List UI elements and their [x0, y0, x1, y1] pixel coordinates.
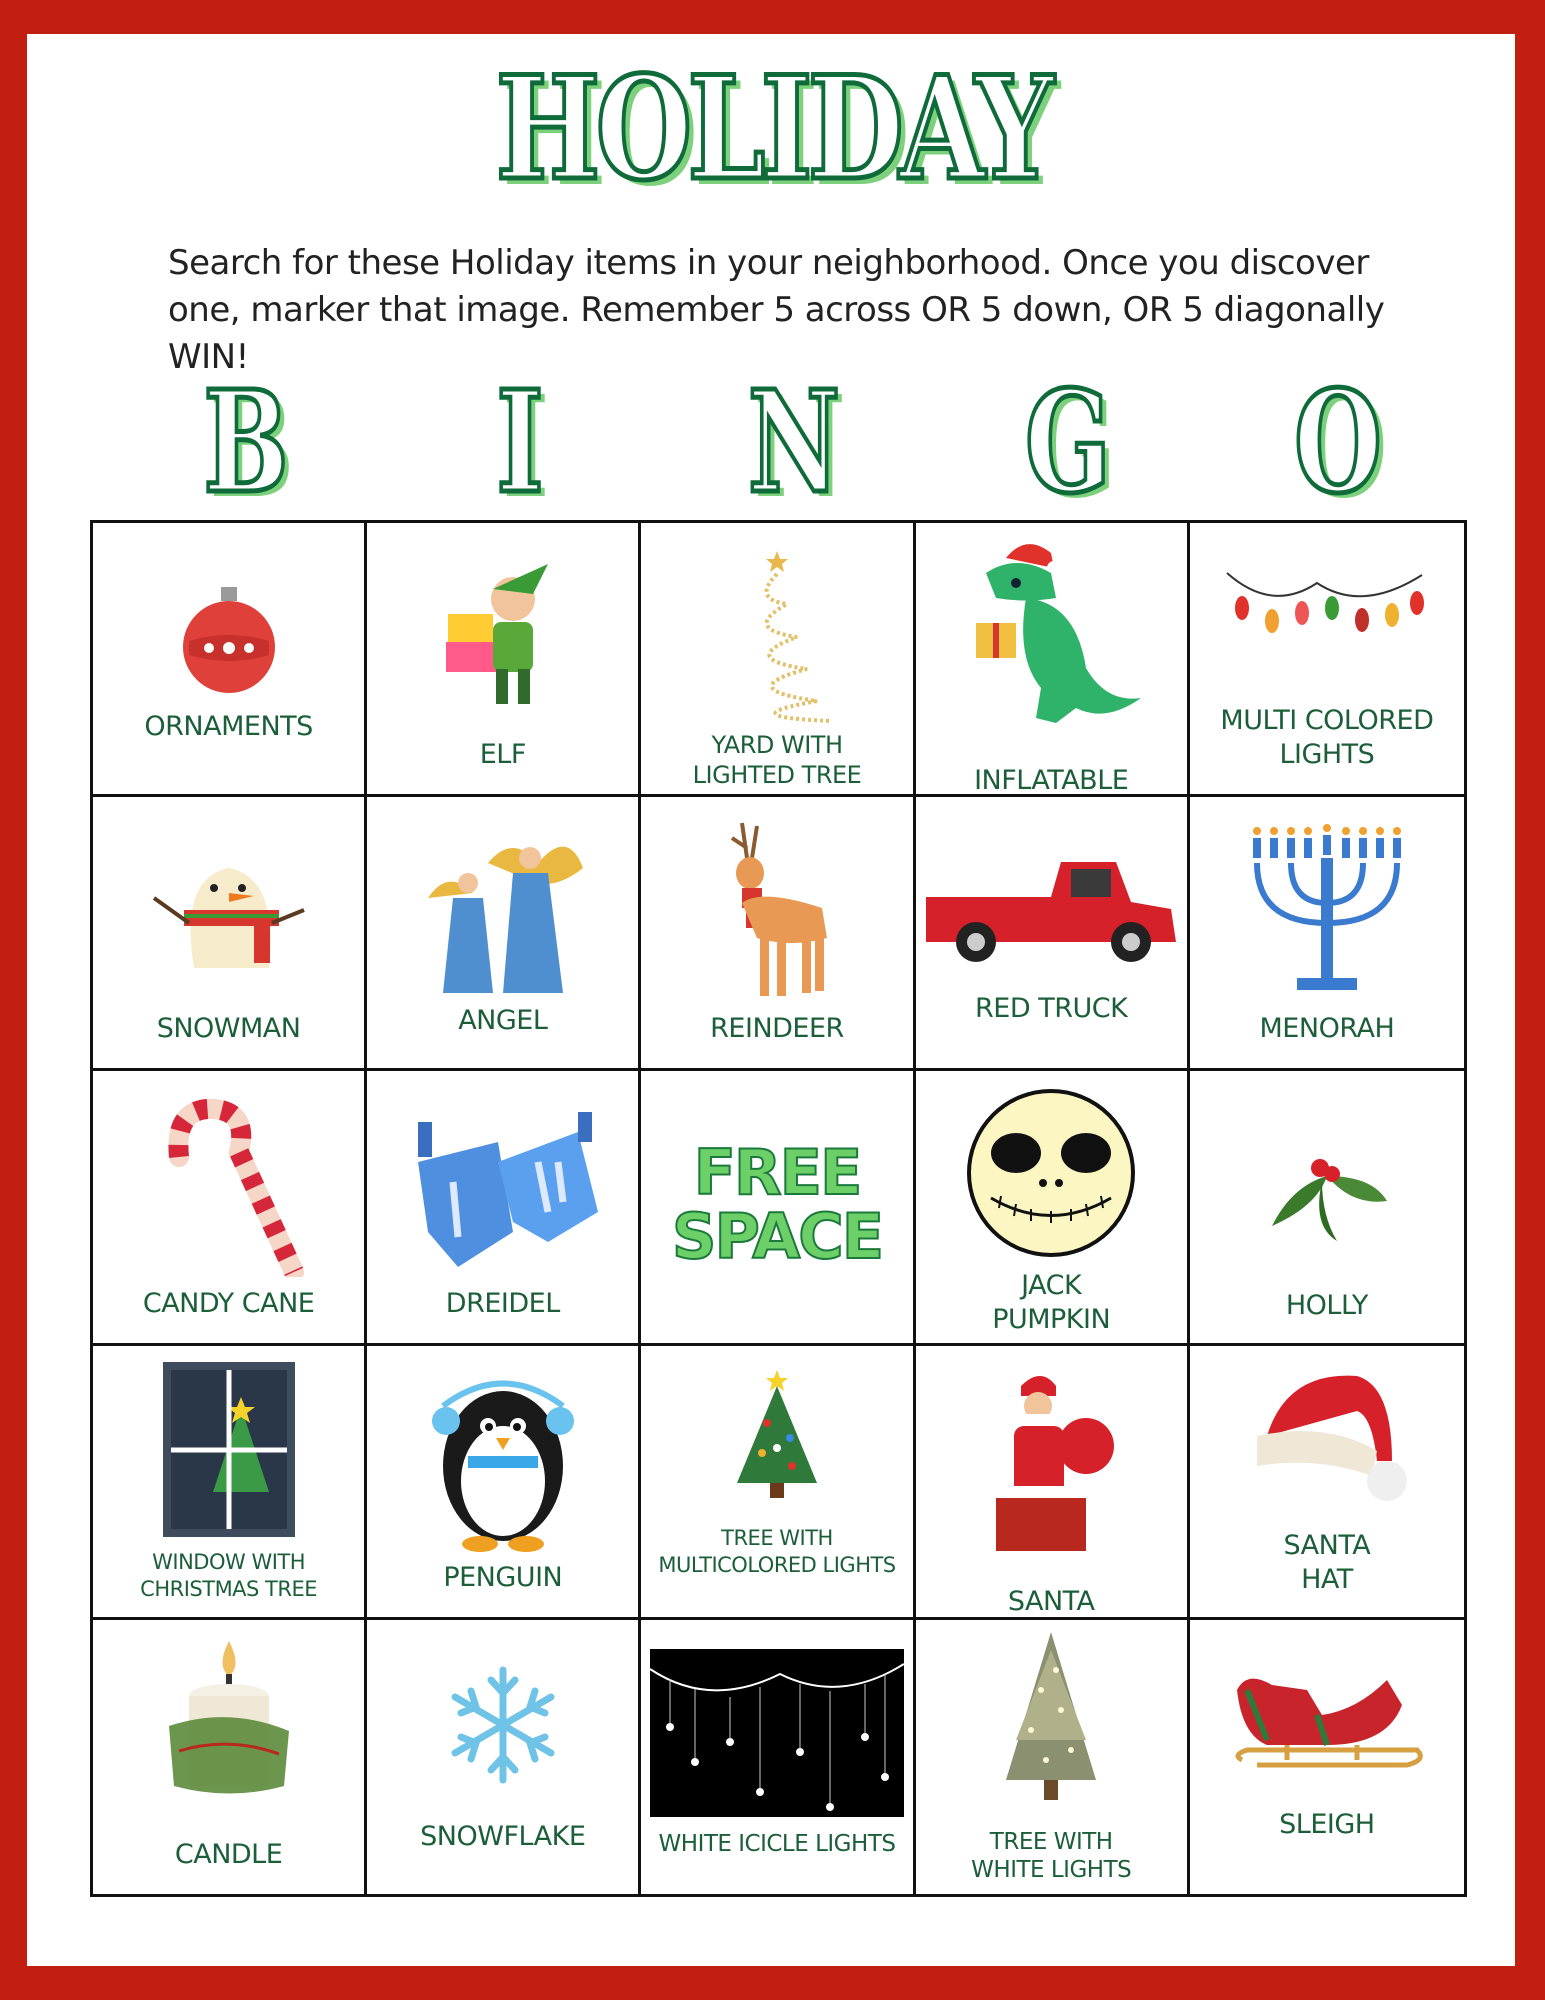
cell-label: CANDLE: [174, 1839, 283, 1870]
decorated-tree-icon: [641, 1366, 912, 1506]
lighted-tree-icon: [641, 541, 912, 736]
bingo-header: [90, 361, 1466, 525]
cell-label: YARD WITH LIGHTED TREE: [692, 731, 862, 790]
bingo-cell-penguin[interactable]: [367, 1346, 641, 1620]
bingo-cell-menorah[interactable]: [1190, 797, 1464, 1071]
cell-label: SNOWMAN: [156, 1013, 301, 1045]
dinosaur-inflatable-icon: [916, 535, 1187, 730]
bingo-cell-sleigh[interactable]: [1190, 1620, 1464, 1894]
ornament-icon: [93, 541, 364, 736]
string-lights-icon: [1190, 553, 1464, 663]
bingo-cell-icicle-lights[interactable]: [641, 1620, 915, 1894]
cell-label: RED TRUCK: [975, 993, 1128, 1025]
bingo-letter-o: O: [1294, 361, 1382, 525]
jack-pumpkin-icon: [916, 1083, 1187, 1263]
cell-label: TREE WITH WHITE LIGHTS: [971, 1829, 1132, 1883]
instructions-text: Search for these Holiday items in your neighborhood. Once you discover one, marker that image. Remember 5 across OR 5 down, OR 5 diagonally WIN!: [168, 243, 1385, 377]
penguin-icon: [367, 1364, 638, 1559]
cell-label: ANGEL: [458, 1005, 548, 1037]
cell-label: WINDOW WITH CHRISTMAS TREE: [140, 1549, 318, 1601]
bingo-cell-window-tree[interactable]: [93, 1346, 367, 1620]
bingo-cell-holly[interactable]: [1190, 1071, 1464, 1345]
bingo-cell-white-lights-tree[interactable]: [916, 1620, 1190, 1894]
bingo-cell-reindeer[interactable]: [641, 797, 915, 1071]
santa-hat-icon: [1190, 1366, 1464, 1506]
bingo-cell-santa[interactable]: [916, 1346, 1190, 1620]
cell-label: PENGUIN: [443, 1561, 563, 1593]
icicle-lights-icon: [641, 1648, 912, 1818]
sleigh-icon: [1190, 1660, 1464, 1780]
free-space-text: FREE SPACE: [671, 1136, 883, 1274]
cell-label: SLEIGH: [1279, 1809, 1375, 1840]
holly-icon: [1190, 1131, 1464, 1261]
candy-cane-icon: [93, 1089, 364, 1284]
bingo-letter-g: G: [1024, 361, 1112, 525]
bingo-cell-elf[interactable]: [367, 523, 641, 797]
bingo-cell-candle[interactable]: [93, 1620, 367, 1894]
bingo-cell-snowflake[interactable]: [367, 1620, 641, 1894]
bingo-cell-decorated-tree[interactable]: [641, 1346, 915, 1620]
bingo-cell-angel[interactable]: [367, 797, 641, 1071]
red-truck-icon: [916, 837, 1187, 977]
bingo-letter-i: I: [496, 361, 544, 525]
candle-icon: [93, 1636, 364, 1816]
cell-label: HOLLY: [1285, 1289, 1368, 1321]
cell-label: CANDY CANE: [142, 1287, 315, 1319]
bingo-cell-santa-hat[interactable]: [1190, 1346, 1464, 1620]
bingo-cell-lighted-tree[interactable]: [641, 523, 915, 797]
cell-label: MULTI COLORED LIGHTS: [1220, 705, 1434, 771]
white-lights-tree-icon: [916, 1630, 1187, 1815]
cell-label: MENORAH: [1259, 1013, 1395, 1045]
bingo-card: [90, 520, 1467, 1897]
cell-label: DREIDEL: [445, 1287, 560, 1319]
angel-icon: [367, 815, 638, 1010]
page-title: HOLIDAY: [495, 46, 1050, 212]
cell-label: JACK PUMPKIN: [992, 1269, 1111, 1335]
santa-icon: [916, 1364, 1187, 1559]
cell-label: SANTA: [1007, 1585, 1095, 1617]
dreidel-icon: [367, 1089, 638, 1284]
menorah-icon: [1190, 815, 1464, 1010]
snowflake-icon: [367, 1660, 638, 1790]
cell-label: REINDEER: [710, 1013, 844, 1045]
bingo-cell-free-space[interactable]: [641, 1071, 915, 1345]
elf-icon: [367, 541, 638, 736]
cell-label: INFLATABLE: [974, 765, 1129, 797]
bingo-letter-b: B: [203, 361, 289, 525]
cell-label: SNOWFLAKE: [420, 1821, 586, 1852]
bingo-cell-multi-lights[interactable]: [1190, 523, 1464, 797]
cell-label: ELF: [479, 739, 526, 771]
bingo-cell-candy-cane[interactable]: [93, 1071, 367, 1345]
cell-label: SANTA HAT: [1283, 1529, 1371, 1595]
cell-label: TREE WITH MULTICOLORED LIGHTS: [658, 1525, 896, 1577]
bingo-cell-dreidel[interactable]: [367, 1071, 641, 1345]
snowman-icon: [93, 815, 364, 1010]
bingo-cell-red-truck[interactable]: [916, 797, 1190, 1071]
reindeer-icon: [641, 815, 912, 1010]
cell-label: WHITE ICICLE LIGHTS: [658, 1831, 896, 1857]
window-tree-icon: [93, 1362, 364, 1537]
cell-label: ORNAMENTS: [144, 711, 313, 743]
bingo-cell-ornaments[interactable]: [93, 523, 367, 797]
bingo-cell-inflatable[interactable]: [916, 523, 1190, 797]
bingo-cell-jack-pumpkin[interactable]: [916, 1071, 1190, 1345]
bingo-cell-snowman[interactable]: [93, 797, 367, 1071]
bingo-letter-n: N: [747, 361, 841, 525]
